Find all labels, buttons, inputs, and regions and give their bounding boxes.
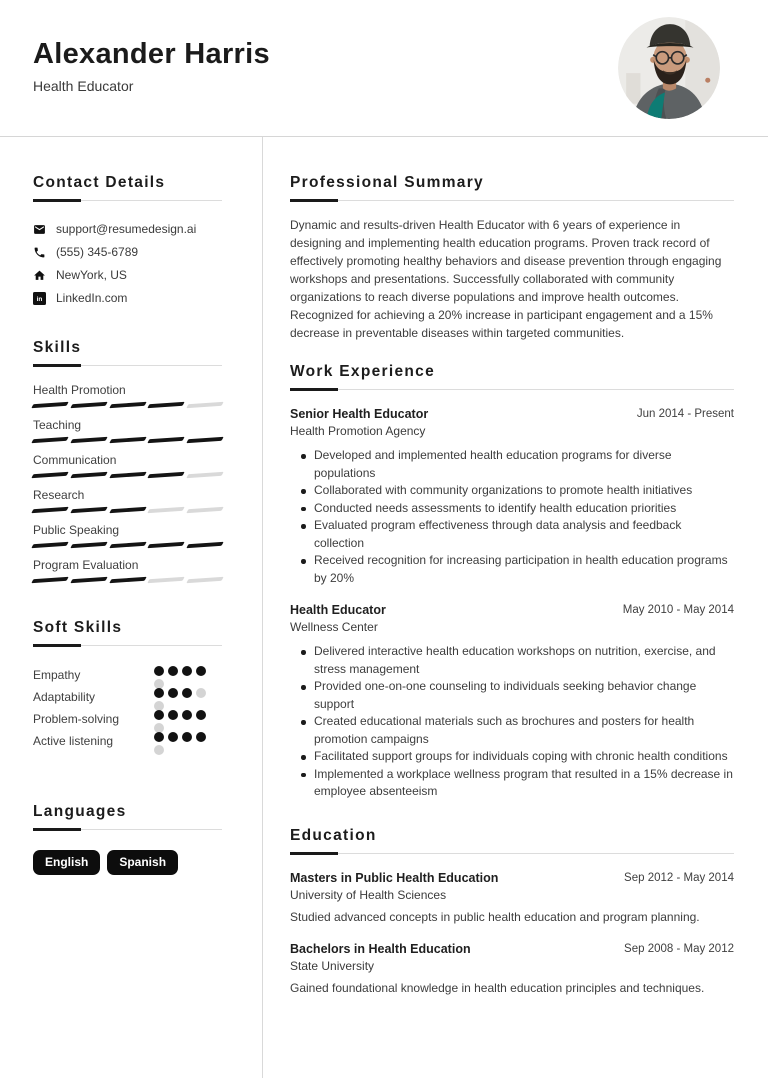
dot-rating — [154, 666, 212, 676]
soft-skills-section — [33, 619, 222, 754]
contact-item-phone — [33, 245, 222, 259]
job-bullet-list — [290, 643, 734, 801]
section-rule — [290, 852, 734, 855]
linkedin-icon — [33, 292, 46, 305]
job-bullet: Developed and implemented health education programs for diverse populations — [314, 447, 734, 482]
skill-name: Research — [33, 488, 85, 502]
skill-list — [33, 383, 222, 582]
dot-rating — [154, 732, 212, 742]
degree-title: Masters in Public Health Education — [290, 870, 499, 885]
skill-row — [33, 523, 222, 547]
person-name: Alexander Harris — [33, 38, 270, 70]
skill-bar — [33, 578, 222, 582]
language-pill-list — [33, 850, 222, 875]
language-badge: English — [33, 850, 100, 875]
job-bullet: Delivered interactive health education workshops on nutrition, exercise, and stress management — [314, 643, 734, 678]
skill-bar — [33, 403, 222, 407]
svg-text:in: in — [36, 295, 43, 303]
job-bullet-list — [290, 447, 734, 587]
person-job-title: Health Educator — [33, 78, 134, 94]
soft-skill-row — [33, 710, 222, 732]
job-entry-head — [290, 603, 734, 617]
summary-heading: Professional Summary — [290, 174, 484, 191]
language-badge: Spanish — [107, 850, 178, 875]
avatar-photo-illustration — [618, 17, 720, 119]
contact-section — [33, 174, 222, 305]
job-dates: Jun 2014 - Present — [636, 408, 734, 420]
section-rule — [33, 199, 222, 202]
home-icon — [33, 269, 46, 282]
job-bullet: Evaluated program effectiveness through data analysis and feedback collection — [314, 517, 734, 552]
soft-skill-name: Active listening — [33, 734, 114, 748]
job-bullet: Conducted needs assessments to identify health education priorities — [314, 500, 734, 518]
summary-text: Dynamic and results-driven Health Educator with 6 years of experience in designing and implementing health education programs. Proven track record of effectively promoting healthy behaviors and disease prevention through engaging workshops and presentations. Successfully collaborated with community organizations to reach diverse populations and improve health outcomes. Recognized for achieving a 20% increase in participant engagement and a 15% decrease in preventable diseases within targeted communities. — [290, 218, 722, 340]
soft-skill-name: Problem-solving — [33, 712, 120, 726]
section-rule — [33, 364, 222, 367]
job-bullet: Created educational materials such as brochures and posters for health promotion campaigns — [314, 713, 734, 748]
header — [0, 0, 768, 137]
education-entry-head — [290, 871, 734, 885]
skill-row — [33, 418, 222, 442]
contact-location-text: NewYork, US — [56, 268, 127, 282]
soft-skill-row — [33, 732, 222, 754]
skill-name: Public Speaking — [33, 523, 120, 537]
education-description: Gained foundational knowledge in health education principles and techniques. — [290, 981, 705, 995]
contact-list — [33, 222, 222, 305]
school-name: University of Health Sciences — [290, 887, 447, 902]
skills-section — [33, 339, 222, 582]
education-entry-head — [290, 942, 734, 956]
dot-rating — [154, 688, 212, 698]
sidebar-column — [0, 137, 263, 1078]
experience-section — [290, 363, 734, 801]
phone-icon — [33, 246, 46, 259]
skill-bar — [33, 473, 222, 477]
contact-email-text: support@resumedesign.ai — [56, 222, 197, 236]
job-bullet: Implemented a workplace wellness program that resulted in a 15% decrease in employee absenteeism — [314, 766, 734, 801]
skill-row — [33, 383, 222, 407]
soft-skill-row — [33, 688, 222, 710]
job-company: Health Promotion Agency — [290, 424, 426, 438]
job-title: Senior Health Educator — [290, 407, 429, 421]
skill-row — [33, 453, 222, 477]
skill-name: Program Evaluation — [33, 558, 139, 572]
section-rule — [33, 828, 222, 831]
education-description: Studied advanced concepts in public health education and program planning. — [290, 909, 700, 924]
job-bullet: Collaborated with community organizations to promote health initiatives — [314, 482, 734, 500]
contact-phone-text: (555) 345-6789 — [56, 245, 139, 259]
job-entry — [290, 603, 734, 801]
job-dates: May 2010 - May 2014 — [622, 604, 734, 616]
summary-section — [290, 174, 734, 342]
main-column — [263, 137, 768, 1078]
job-bullet: Provided one-on-one counseling to individuals seeking behavior change support — [314, 678, 734, 713]
skill-name: Teaching — [33, 418, 82, 432]
job-title: Health Educator — [290, 603, 386, 617]
contact-linkedin-text: LinkedIn.com — [56, 291, 128, 305]
skills-heading: Skills — [33, 339, 82, 356]
skill-bar — [33, 508, 222, 512]
degree-title: Bachelors in Health Education — [290, 942, 471, 956]
contact-item-linkedin — [33, 291, 222, 305]
job-bullet: Received recognition for increasing participation in health education programs by 20% — [314, 552, 734, 587]
section-rule — [290, 388, 734, 391]
education-section — [290, 827, 734, 998]
skill-name: Health Promotion — [33, 383, 126, 397]
education-dates: Sep 2008 - May 2012 — [624, 943, 734, 955]
job-entry-head — [290, 407, 734, 421]
education-heading: Education — [290, 826, 377, 844]
job-entry — [290, 407, 734, 587]
education-dates: Sep 2012 - May 2014 — [624, 871, 734, 884]
dot-rating — [154, 710, 212, 720]
skill-row — [33, 558, 222, 582]
soft-skill-list — [33, 666, 222, 754]
education-entry — [290, 871, 734, 927]
languages-section — [33, 803, 222, 875]
school-name: State University — [290, 959, 375, 973]
content-columns — [0, 137, 768, 1078]
education-entry — [290, 942, 734, 998]
email-icon — [33, 223, 46, 236]
soft-skill-name: Adaptability — [33, 690, 96, 704]
soft-skill-row — [33, 666, 222, 688]
section-rule — [290, 199, 734, 202]
skill-bar — [33, 543, 222, 547]
section-rule — [33, 644, 222, 647]
contact-heading: Contact Details — [33, 174, 166, 191]
avatar — [618, 17, 720, 119]
contact-item-email — [33, 222, 222, 236]
job-company: Wellness Center — [290, 620, 378, 634]
skill-row — [33, 488, 222, 512]
soft-skills-heading: Soft Skills — [33, 619, 123, 636]
contact-item-location — [33, 268, 222, 282]
skill-name: Communication — [33, 453, 117, 467]
skill-bar — [33, 438, 222, 442]
soft-skill-name: Empathy — [33, 668, 81, 682]
languages-heading: Languages — [33, 803, 127, 820]
job-bullet: Facilitated support groups for individuals coping with chronic health conditions — [314, 748, 734, 766]
experience-heading: Work Experience — [290, 363, 435, 380]
